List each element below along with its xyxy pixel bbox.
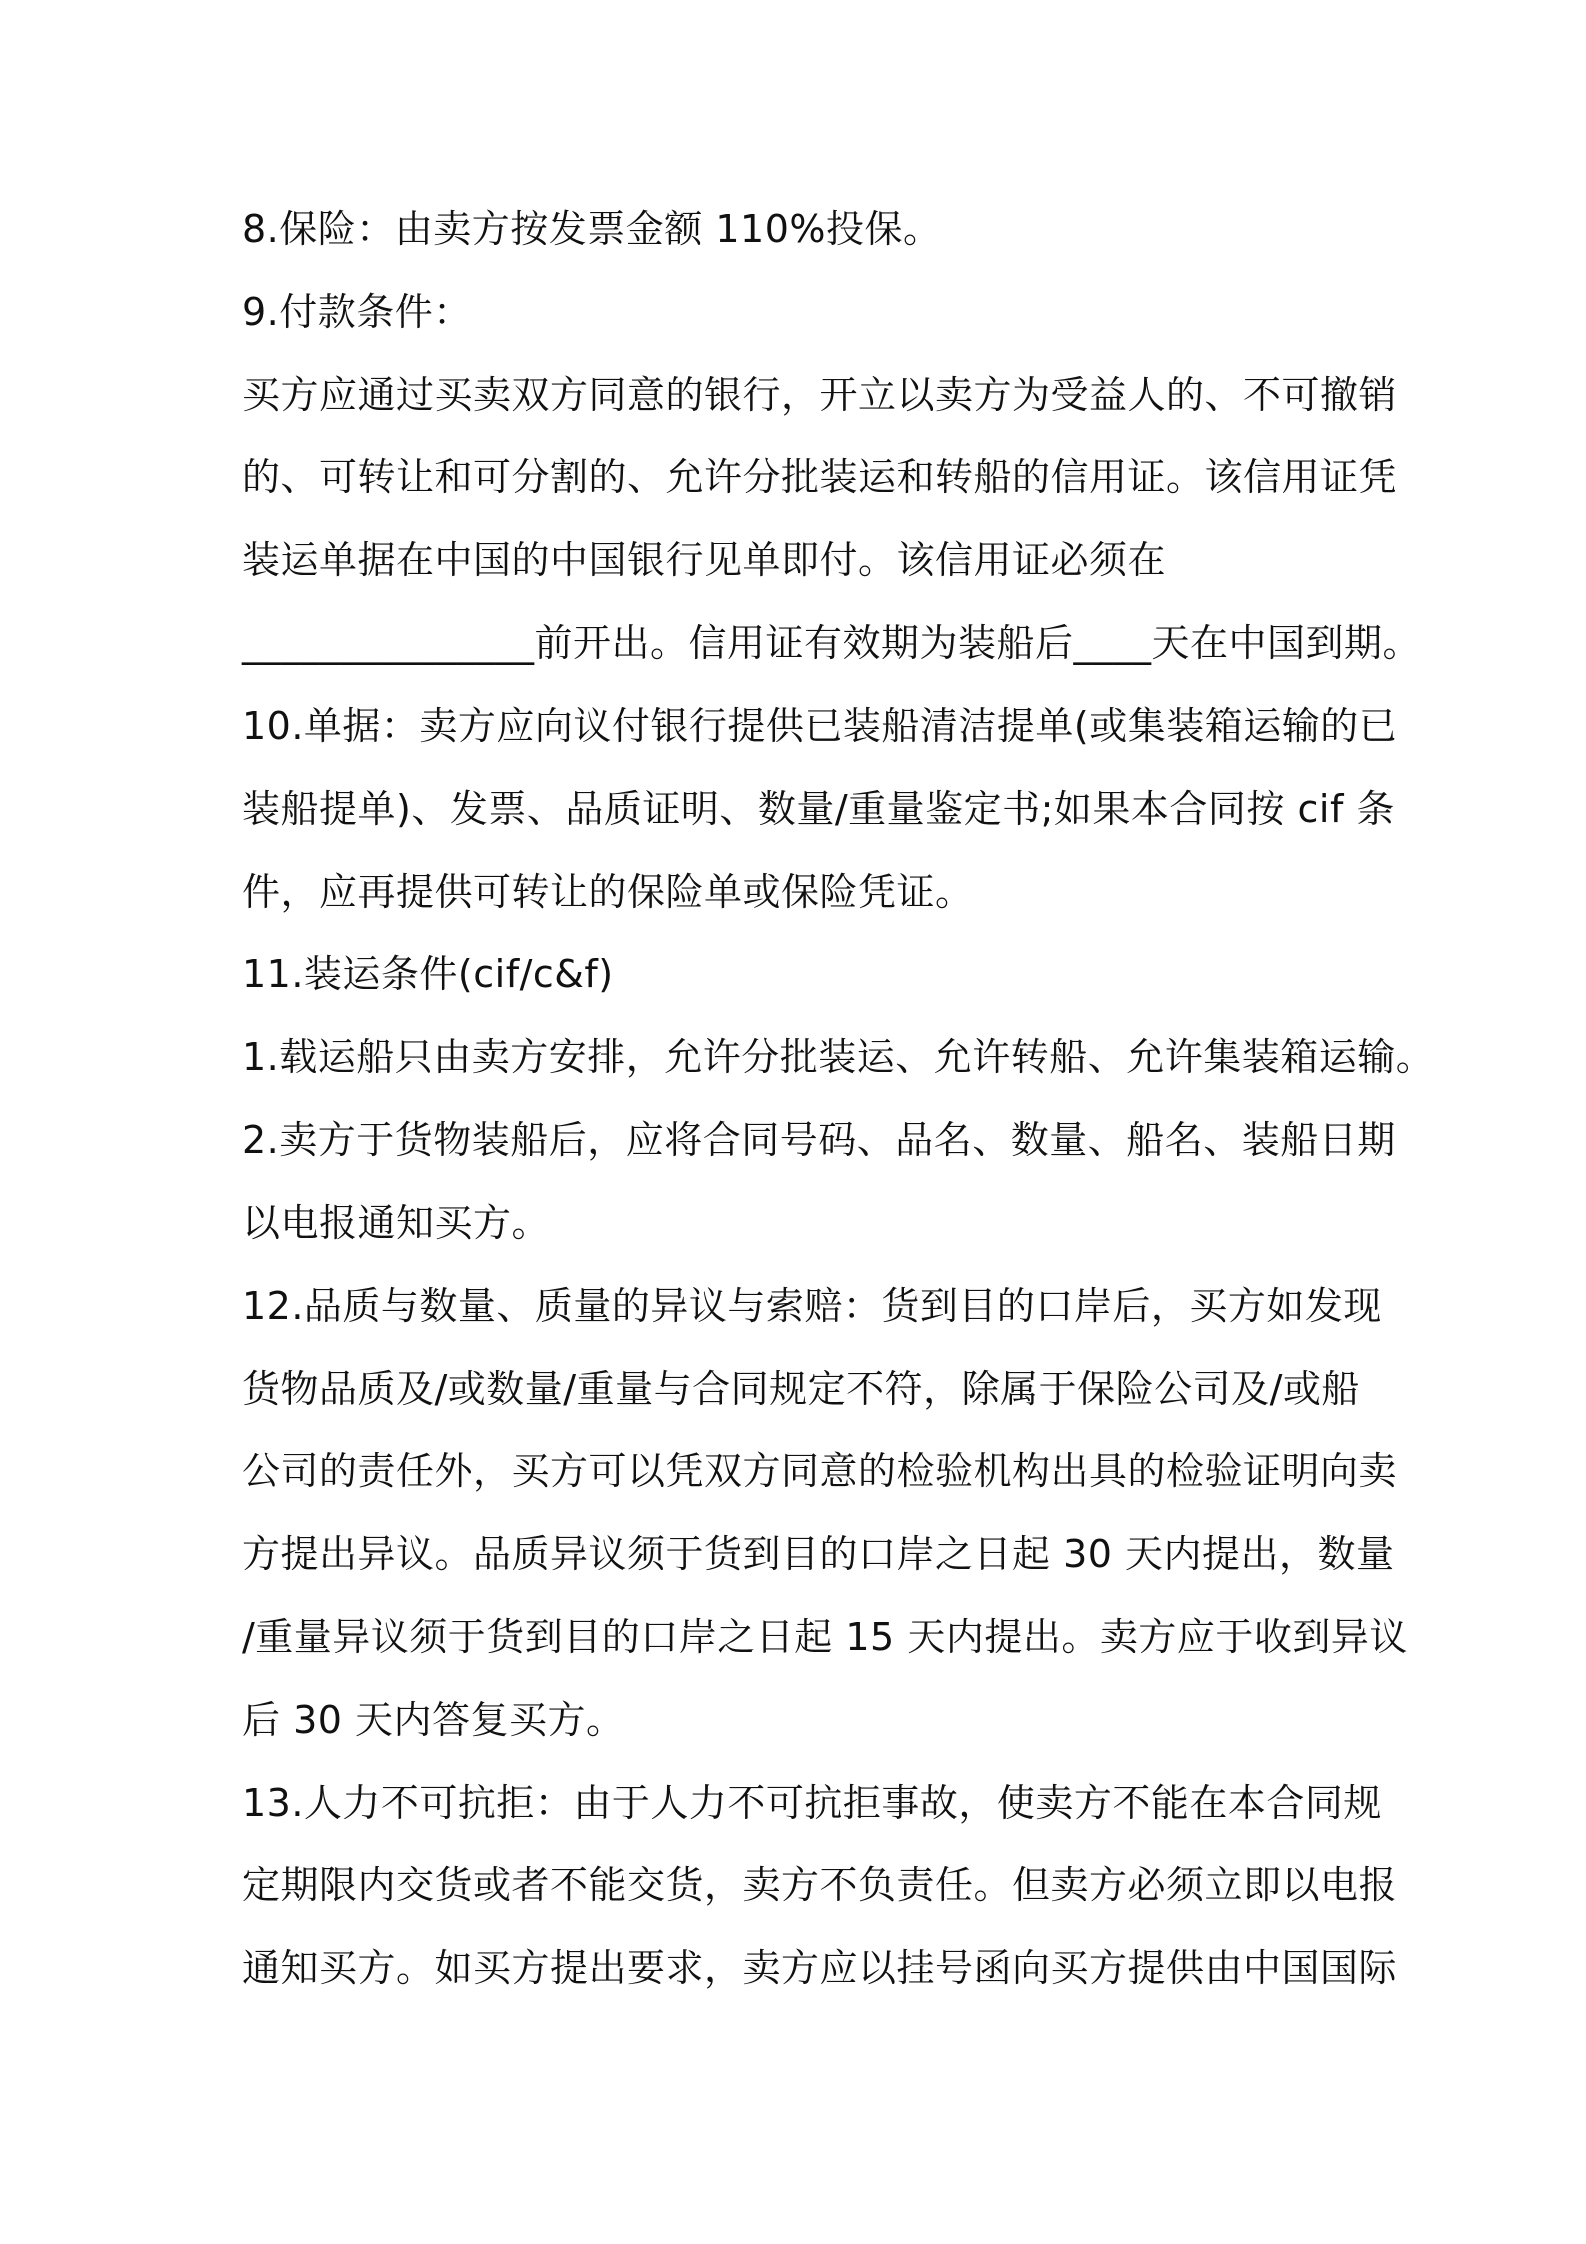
text-line: 以电报通知买方。	[242, 1201, 551, 1245]
text-line-force-majeure: 13.人力不可抗拒：由于人力不可抗拒事故，使卖方不能在本合同规	[242, 1781, 1382, 1825]
text-line-payment-heading: 9.付款条件：	[242, 290, 472, 334]
text-line: 后 30 天内答复买方。	[242, 1698, 625, 1742]
text-line: /重量异议须于货到目的口岸之日起 15 天内提出。卖方应于收到异议	[242, 1615, 1408, 1659]
text-line: 1.载运船只由卖方安排，允许分批装运、允许转船、允许集装箱运输。	[242, 1035, 1435, 1079]
text-line: 装运单据在中国的中国银行见单即付。该信用证必须在	[242, 538, 1167, 582]
text-line: 买方应通过买卖双方同意的银行，开立以卖方为受益人的、不可撤销	[242, 373, 1398, 417]
text-line: 装船提单)、发票、品质证明、数量/重量鉴定书;如果本合同按 cif 条	[242, 787, 1395, 831]
text-line-documents: 10.单据：卖方应向议付银行提供已装船清洁提单(或集装箱运输的已	[242, 704, 1398, 748]
text-line: 定期限内交货或者不能交货，卖方不负责任。但卖方必须立即以电报	[242, 1863, 1398, 1907]
text-line: 货物品质及/或数量/重量与合同规定不符，除属于保险公司及/或船	[242, 1367, 1360, 1411]
text-line-claims: 12.品质与数量、质量的异议与索赔：货到目的口岸后，买方如发现	[242, 1284, 1382, 1328]
text-line: 公司的责任外，买方可以凭双方同意的检验机构出具的检验证明向卖	[242, 1449, 1398, 1493]
text-line: 件，应再提供可转让的保险单或保险凭证。	[242, 870, 974, 914]
text-line: 的、可转让和可分割的、允许分批装运和转船的信用证。该信用证凭	[242, 455, 1398, 499]
text-line: 方提出异议。品质异议须于货到目的口岸之日起 30 天内提出，数量	[242, 1532, 1395, 1576]
text-line: 通知买方。如买方提出要求，卖方应以挂号函向买方提供由中国国际	[242, 1946, 1398, 1990]
text-line-shipment-heading: 11.装运条件(cif/c&f)	[242, 952, 614, 996]
text-line: 2.卖方于货物装船后，应将合同号码、品名、数量、船名、装船日期	[242, 1118, 1396, 1162]
text-line-insurance: 8.保险：由卖方按发票金额 110%投保。	[242, 207, 942, 251]
text-line-blanks: _______________前开出。信用证有效期为装船后____天在中国到期。	[242, 621, 1422, 665]
